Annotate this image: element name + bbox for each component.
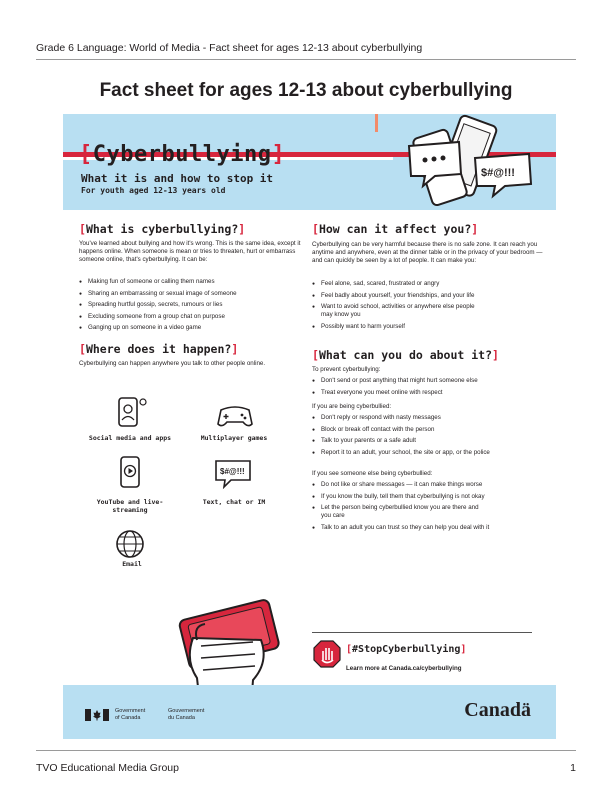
list-item: ● Sharing an embarrassing or sexual image of someone	[79, 290, 305, 298]
page-number: 1	[570, 762, 576, 774]
list-item: ● Feel badly about yourself, your friendships, and your life	[312, 292, 480, 300]
list-item: ● Ganging up on someone in a video game	[79, 324, 305, 332]
canada-flag-icon	[85, 709, 109, 721]
list-item: ● Feel alone, sad, scared, frustrated or angry	[312, 280, 480, 288]
banner-subtitle: What it is and how to stop it	[81, 172, 274, 185]
list-item: ● Don't send or post anything that might hurt someone else	[312, 377, 542, 385]
canada-wordmark: Canadä	[464, 699, 531, 721]
affect-heading: [How can it affect you?]	[312, 222, 479, 236]
game-controller-icon	[215, 400, 255, 432]
chat-bubble-glyph: $#@!!!	[220, 467, 245, 476]
list-item: ● Let the person being cyberbullied know you are there and you care	[312, 504, 490, 520]
see-list	[312, 481, 490, 535]
campaign-learn-more: Learn more at Canada.ca/cyberbullying	[346, 665, 462, 672]
list-item: ● Want to avoid school, activities or anywhere else people may know you	[312, 303, 480, 319]
chat-bubble-icon	[213, 458, 253, 490]
globe-icon	[113, 528, 153, 560]
list-item: ● Report it to an adult, your school, the site or app, or the police	[312, 449, 490, 457]
what-is-intro: You've learned about bullying and how it's wrong. This is the same idea, except it happens online. When someone is mean or tries to threaten, hurt or embarrass someone online, that's cyberbullying. It can be:	[79, 240, 301, 263]
list-item: ● Treat everyone you meet online with respect	[312, 389, 542, 397]
list-item: ● Talk to your parents or a safe adult	[312, 437, 490, 445]
gov-signature-fr: Gouvernement du Canada	[168, 708, 205, 721]
list-item: ● Making fun of someone or calling them names	[79, 278, 305, 286]
icon-label: Social media and apps	[88, 434, 172, 442]
gov-signature-en: Government of Canada	[115, 708, 146, 721]
phones-illustration-icon	[401, 114, 541, 210]
document-header: Grade 6 Language: World of Media - Fact sheet for ages 12-13 about cyberbullying	[36, 42, 423, 54]
see-label: If you see someone else being cyberbullied:	[312, 470, 433, 477]
list-item: ● Spreading hurtful gossip, secrets, rumours or lies	[79, 301, 305, 309]
banner-audience: For youth aged 12-13 years old	[81, 186, 226, 195]
list-item: ● Block or break off contact with the person	[312, 426, 490, 434]
being-list	[312, 414, 490, 460]
where-heading: [Where does it happen?]	[79, 342, 239, 356]
affect-intro: Cyberbullying can be very harmful because there is no safe zone. It can reach you anytime and anywhere, even at the dinner table or in the privacy of your bedroom — and can quickly be seen by a lot of people. It can make you:	[312, 241, 543, 264]
list-item: ● Possibly want to harm yourself	[312, 323, 480, 331]
list-item: ● Excluding someone from a group chat on purpose	[79, 313, 305, 321]
video-play-phone-icon	[111, 456, 151, 488]
campaign-divider	[312, 632, 532, 633]
list-item: ● Don't reply or respond with nasty messages	[312, 414, 490, 422]
icon-label: YouTube and live-streaming	[96, 498, 164, 514]
header-divider	[36, 59, 576, 60]
affect-list	[312, 280, 480, 334]
fact-sheet	[63, 114, 556, 739]
icon-label: Text, chat or IM	[202, 498, 266, 506]
campaign-hashtag: [#StopCyberbullying]	[346, 644, 467, 655]
banner-title: [Cyberbullying]	[79, 142, 286, 167]
page-title: Fact sheet for ages 12-13 about cyberbullying	[99, 80, 513, 101]
stop-hand-icon	[313, 640, 341, 668]
publisher-footer: TVO Educational Media Group	[36, 762, 179, 774]
being-label: If you are being cyberbullied:	[312, 403, 392, 410]
where-intro: Cyberbullying can happen anywhere you talk to other people online.	[79, 360, 266, 367]
prevent-label: To prevent cyberbullying:	[312, 366, 381, 373]
icon-label: Email	[122, 560, 142, 568]
what-is-heading: [What is cyberbullying?]	[79, 222, 246, 236]
what-do-heading: [What can you do about it?]	[312, 348, 499, 362]
icon-label: Multiplayer games	[200, 434, 268, 442]
title-banner	[63, 114, 556, 210]
banner-bubble-text: $#@!!!	[481, 167, 515, 179]
prevent-list	[312, 377, 542, 400]
what-is-list	[79, 278, 305, 336]
smartphone-social-icon	[111, 396, 151, 428]
list-item: ● If you know the bully, tell them that cyberbullying is not okay	[312, 493, 490, 501]
footer-divider	[36, 750, 576, 751]
list-item: ● Talk to an adult you can trust so they can help you deal with it	[312, 524, 490, 532]
list-item: ● Do not like or share messages — it can make things worse	[312, 481, 490, 489]
